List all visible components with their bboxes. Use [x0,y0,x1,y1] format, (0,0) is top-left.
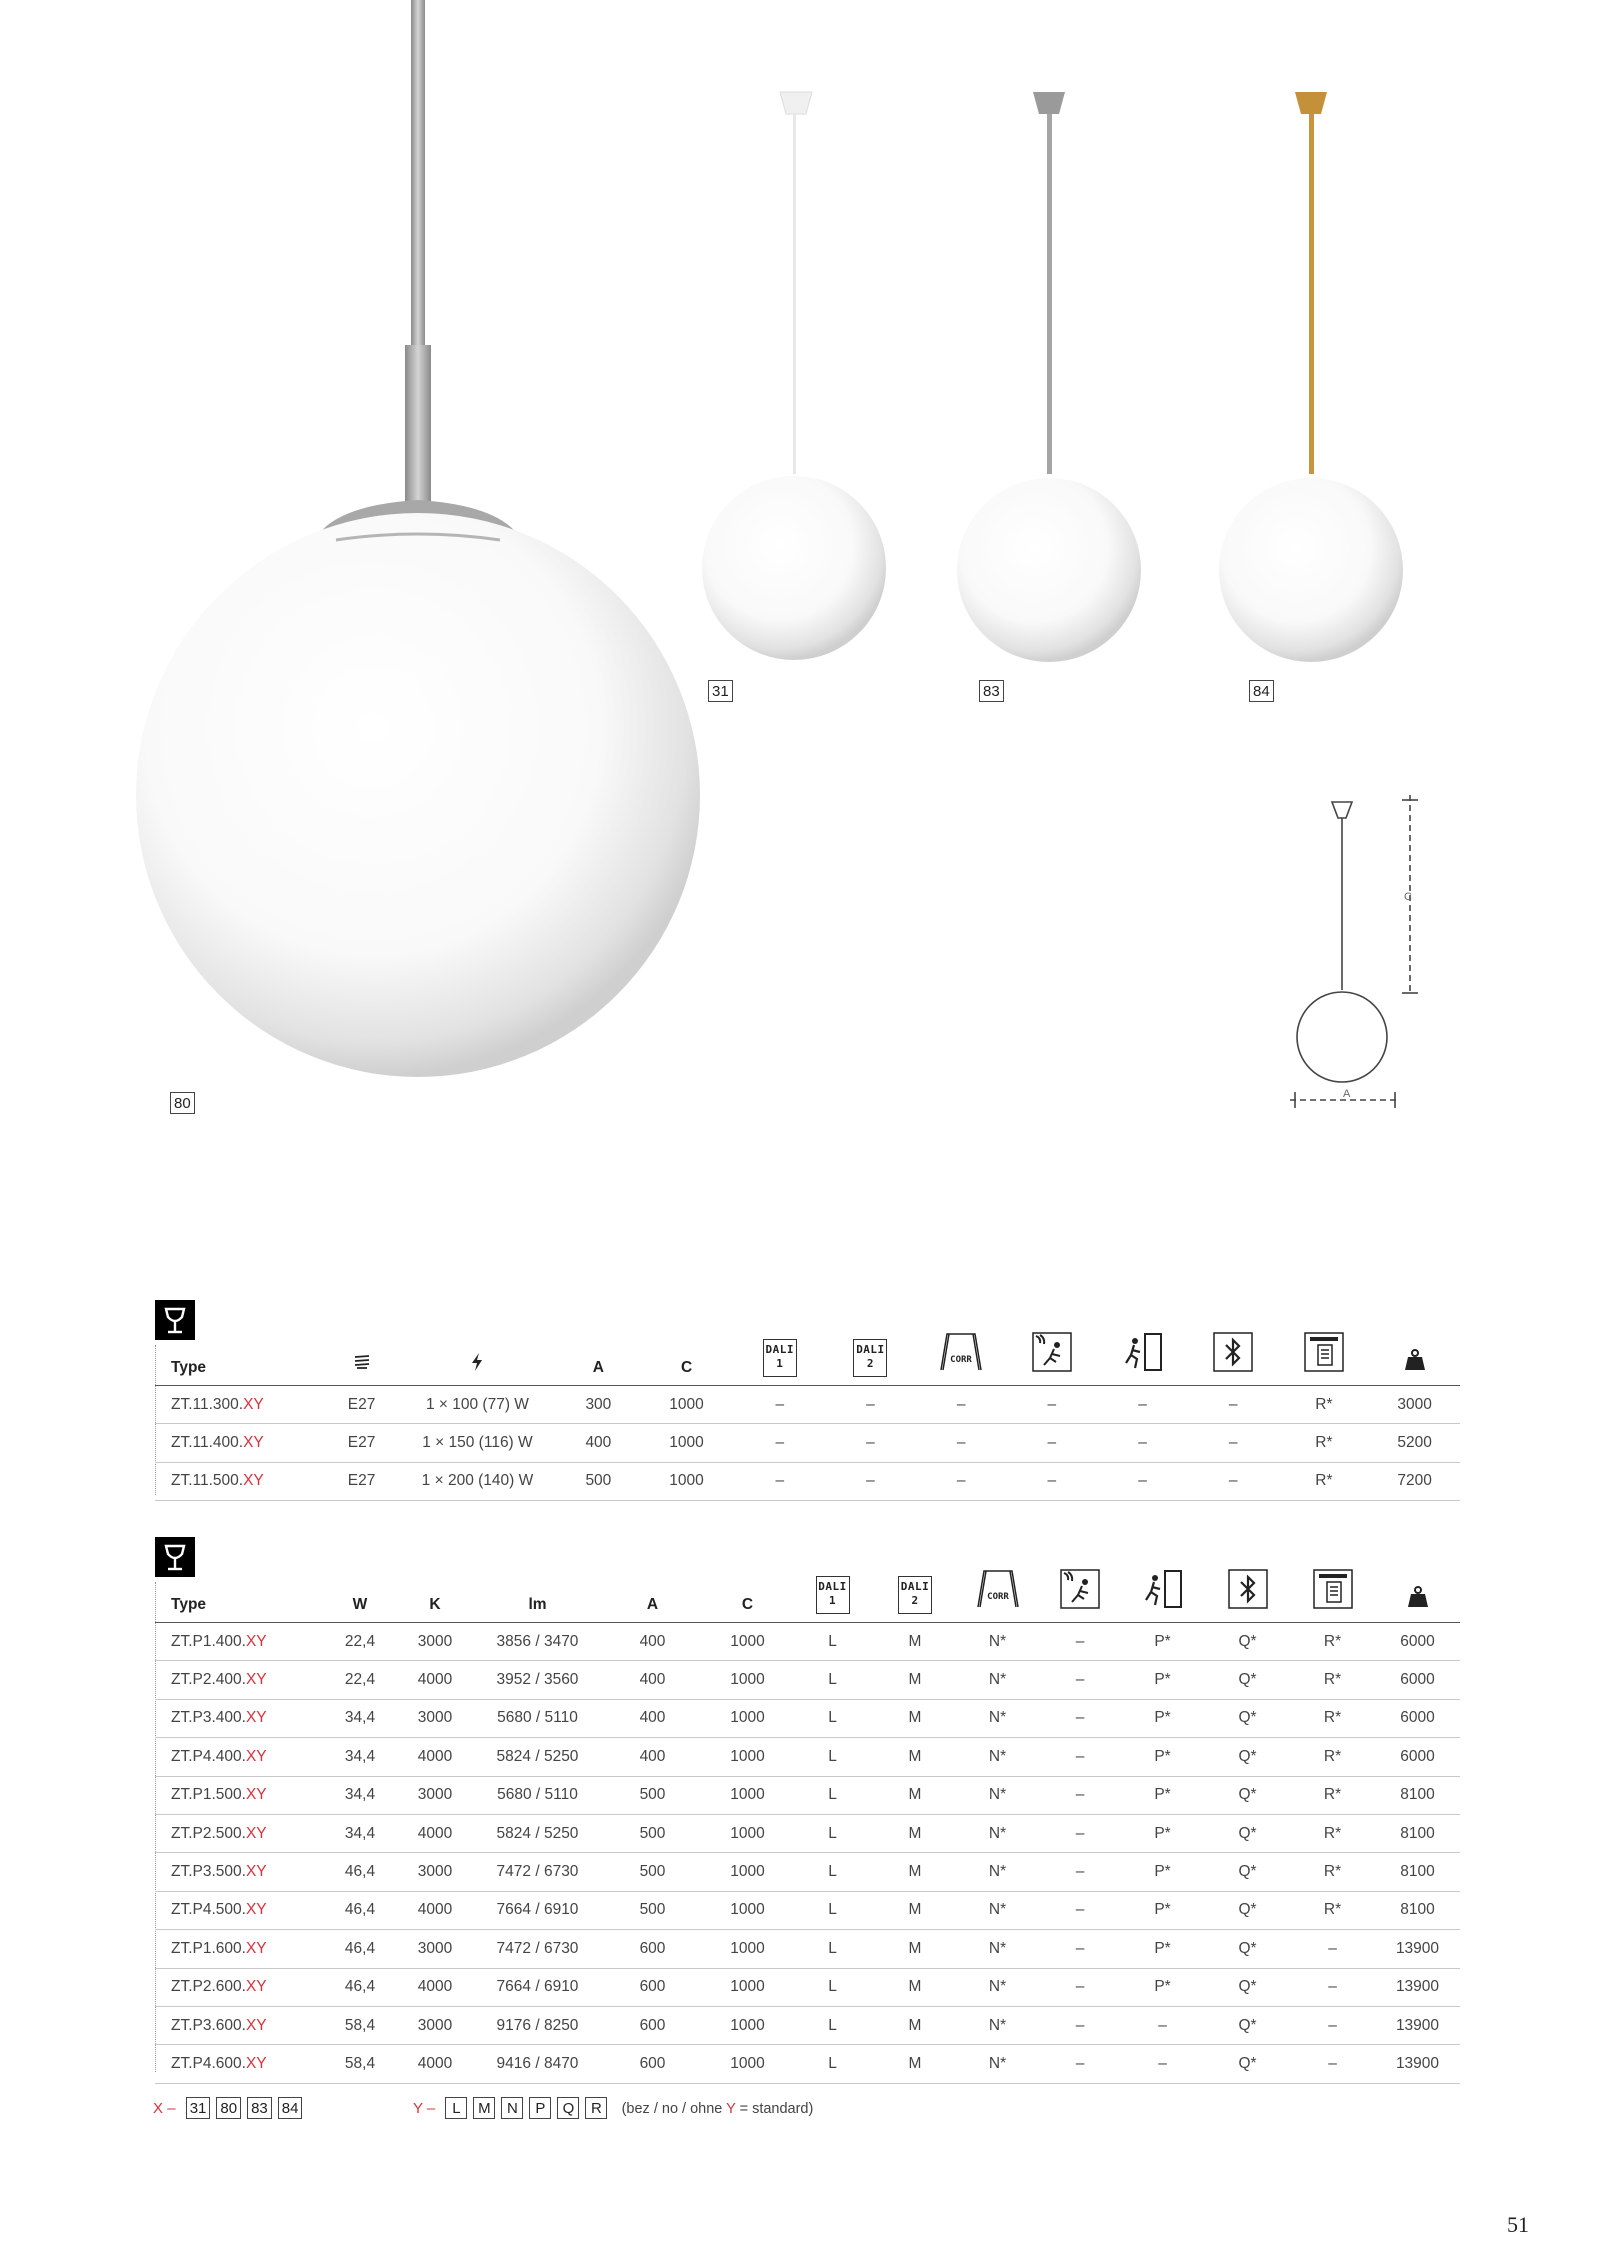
cell-emergency: P* [1120,1853,1205,1891]
large-globe-lamp [136,0,700,1077]
cell-emergency: P* [1120,1776,1205,1814]
spec-table-2 [155,1562,1460,2084]
cell-c: 1000 [639,1424,735,1462]
cell-k: 4000 [395,1661,475,1699]
cell-sensor: – [1040,1814,1120,1852]
cell-socket: E27 [326,1424,397,1462]
cell-c: 1000 [705,1623,790,1661]
cell-dali1: L [790,2006,875,2044]
cell-weight: 5200 [1369,1424,1460,1462]
cell-power: 1 × 100 (77) W [397,1386,558,1424]
cell-remote: R* [1279,1462,1370,1500]
legend-note: (bez / no / ohne Y = standard) [621,2101,814,2117]
emergency-exit-icon [1120,1562,1205,1623]
svg-text:CORR: CORR [986,1592,1009,1602]
cell-dali1: L [790,1968,875,2006]
legend-x-sep: – [167,2100,176,2117]
cell-corr: N* [955,1738,1040,1776]
spec-table-1 [155,1325,1460,1501]
cell-a: 400 [600,1738,705,1776]
cell-weight: 6000 [1375,1661,1460,1699]
cell-sensor: – [1040,2045,1120,2083]
cell-weight: 3000 [1369,1386,1460,1424]
cell-remote: – [1290,2045,1375,2083]
cell-k: 4000 [395,2045,475,2083]
cell-dali1: L [790,1699,875,1737]
cell-a: 600 [600,1968,705,2006]
page-number: 51 [1507,2212,1529,2237]
cell-dali2: M [875,1891,955,1929]
cell-remote: R* [1290,1699,1375,1737]
cell-corr: – [916,1462,1007,1500]
cell-lm: 3856 / 3470 [475,1623,600,1661]
legend-x [153,2097,302,2119]
cell-emergency: P* [1120,1623,1205,1661]
cell-remote: R* [1279,1386,1370,1424]
cell-bluetooth: Q* [1205,1776,1290,1814]
cell-bluetooth: – [1188,1386,1279,1424]
cell-bluetooth: Q* [1205,2006,1290,2044]
cell-bluetooth: Q* [1205,1699,1290,1737]
legend-y [413,2097,813,2119]
cell-type: ZT.P2.500.XY [155,1814,325,1852]
cell-emergency: – [1120,2045,1205,2083]
cell-bluetooth: Q* [1205,1661,1290,1699]
cell-weight: 6000 [1375,1738,1460,1776]
cell-lm: 9416 / 8470 [475,2045,600,2083]
table-row [155,2006,1460,2044]
cell-sensor: – [1040,1930,1120,1968]
cell-lm: 5680 / 5110 [475,1699,600,1737]
cell-w: 22,4 [325,1623,395,1661]
cell-c: 1000 [705,1891,790,1929]
cell-bluetooth: – [1188,1462,1279,1500]
lamp-variant-31 [702,92,886,660]
table-row [155,1891,1460,1929]
cell-socket: E27 [326,1462,397,1500]
col-type: Type [155,1325,326,1386]
cell-a: 500 [600,1891,705,1929]
cell-w: 46,4 [325,1891,395,1929]
variant-label-83: 83 [979,680,1004,702]
cell-emergency: – [1097,1462,1188,1500]
table-row [155,1661,1460,1699]
cell-corr: – [916,1386,1007,1424]
cell-dali2: M [875,1738,955,1776]
col-k: K [395,1562,475,1623]
cell-sensor: – [1040,1968,1120,2006]
cell-a: 300 [558,1386,639,1424]
cell-emergency: – [1120,2006,1205,2044]
table-row [155,1424,1460,1462]
svg-text:CORR: CORR [950,1355,972,1365]
cell-weight: 13900 [1375,2006,1460,2044]
cell-type: ZT.P2.600.XY [155,1968,325,2006]
remote-control-icon [1279,1325,1370,1386]
cell-emergency: P* [1120,1968,1205,2006]
cell-lm: 5680 / 5110 [475,1776,600,1814]
cell-k: 3000 [395,1623,475,1661]
cell-sensor: – [1006,1462,1097,1500]
cell-type: ZT.P1.600.XY [155,1930,325,1968]
cell-a: 400 [600,1661,705,1699]
cell-w: 34,4 [325,1814,395,1852]
cell-dali1: L [790,2045,875,2083]
cell-corr: N* [955,1661,1040,1699]
cell-bluetooth: Q* [1205,1891,1290,1929]
cell-weight: 7200 [1369,1462,1460,1500]
legend-y-code-box: N [501,2097,523,2119]
table-row [155,1738,1460,1776]
cell-remote: R* [1290,1853,1375,1891]
legend-x-label: X [153,2100,164,2117]
cell-corr: N* [955,1623,1040,1661]
legend-y-label: Y [413,2100,423,2117]
lamp-variant-84 [1219,92,1403,662]
cell-dali2: M [875,1968,955,2006]
dimension-drawing [1290,795,1418,1108]
cell-dali2: M [875,1853,955,1891]
col-lm: lm [475,1562,600,1623]
cell-remote: R* [1279,1424,1370,1462]
legend-y-code-box: P [529,2097,551,2119]
cell-corr: N* [955,1776,1040,1814]
emergency-exit-icon [1097,1325,1188,1386]
cell-w: 34,4 [325,1738,395,1776]
cell-sensor: – [1040,1699,1120,1737]
cell-sensor: – [1040,2006,1120,2044]
cell-c: 1000 [705,1853,790,1891]
legend-y-code-box: R [585,2097,607,2119]
cell-dali2: M [875,1776,955,1814]
cell-k: 3000 [395,2006,475,2044]
cell-w: 34,4 [325,1699,395,1737]
cell-bluetooth: Q* [1205,1968,1290,2006]
cell-type: ZT.P3.500.XY [155,1853,325,1891]
bluetooth-icon [1188,1325,1279,1386]
cell-a: 400 [600,1623,705,1661]
col-dali2: DALI 2 [825,1325,916,1386]
cell-lm: 7472 / 6730 [475,1853,600,1891]
cell-c: 1000 [705,2006,790,2044]
cell-a: 500 [600,1776,705,1814]
weight-icon [1369,1325,1460,1386]
cell-bluetooth: – [1188,1424,1279,1462]
dim-label-a: A [1343,1088,1351,1100]
cell-remote: R* [1290,1891,1375,1929]
cell-corr: – [916,1424,1007,1462]
cell-type: ZT.11.300.XY [155,1386,326,1424]
cell-w: 46,4 [325,1853,395,1891]
cell-w: 46,4 [325,1968,395,2006]
cell-remote: R* [1290,1776,1375,1814]
cell-dali2: – [825,1386,916,1424]
cell-lm: 3952 / 3560 [475,1661,600,1699]
col-c: C [705,1562,790,1623]
cell-weight: 13900 [1375,1930,1460,1968]
cell-corr: N* [955,1814,1040,1852]
col-a: A [558,1325,639,1386]
cell-a: 600 [600,2006,705,2044]
cell-c: 1000 [639,1462,735,1500]
col-dali1: DALI 1 [734,1325,825,1386]
cell-remote: R* [1290,1623,1375,1661]
cell-emergency: P* [1120,1699,1205,1737]
cell-type: ZT.P3.400.XY [155,1699,325,1737]
cell-power: 1 × 150 (116) W [397,1424,558,1462]
cell-sensor: – [1040,1853,1120,1891]
cell-c: 1000 [639,1386,735,1424]
cell-dali2: – [825,1424,916,1462]
cell-sensor: – [1040,1623,1120,1661]
cell-lm: 9176 / 8250 [475,2006,600,2044]
cell-c: 1000 [705,1930,790,1968]
motion-sensor-icon [1040,1562,1120,1623]
cell-w: 34,4 [325,1776,395,1814]
cell-weight: 13900 [1375,1968,1460,2006]
cell-w: 58,4 [325,2006,395,2044]
cell-a: 400 [558,1424,639,1462]
cell-w: 46,4 [325,1930,395,1968]
cell-dali2: M [875,1930,955,1968]
cell-remote: – [1290,1968,1375,2006]
cell-corr: N* [955,1699,1040,1737]
variant-label-80: 80 [170,1092,195,1114]
cell-dali1: L [790,1623,875,1661]
cell-k: 4000 [395,1968,475,2006]
cell-weight: 8100 [1375,1776,1460,1814]
cell-a: 600 [600,2045,705,2083]
legend-y-sep: – [426,2100,436,2117]
cell-k: 4000 [395,1814,475,1852]
lamp-variant-83 [957,92,1141,662]
cell-emergency: P* [1120,1891,1205,1929]
weight-icon [1375,1562,1460,1623]
corridor-icon [916,1325,1007,1386]
variant-label-31: 31 [708,680,733,702]
cell-remote: R* [1290,1738,1375,1776]
col-dali2: DALI 2 [875,1562,955,1623]
socket-icon [326,1325,397,1386]
cell-type: ZT.11.500.XY [155,1462,326,1500]
cell-type: ZT.P4.400.XY [155,1738,325,1776]
cell-dali1: L [790,1930,875,1968]
cell-bluetooth: Q* [1205,2045,1290,2083]
cell-remote: – [1290,1930,1375,1968]
cell-type: ZT.P2.400.XY [155,1661,325,1699]
cell-bluetooth: Q* [1205,1853,1290,1891]
cell-dali1: L [790,1661,875,1699]
cell-k: 3000 [395,1930,475,1968]
cell-bluetooth: Q* [1205,1623,1290,1661]
cell-c: 1000 [705,1968,790,2006]
cell-corr: N* [955,1891,1040,1929]
cell-power: 1 × 200 (140) W [397,1462,558,1500]
cell-bluetooth: Q* [1205,1930,1290,1968]
table-row [155,1386,1460,1424]
col-a: A [600,1562,705,1623]
cell-dali1: L [790,1776,875,1814]
cell-dali2: – [825,1462,916,1500]
cell-c: 1000 [705,1661,790,1699]
cell-type: ZT.P4.500.XY [155,1891,325,1929]
cell-a: 400 [600,1699,705,1737]
cell-k: 3000 [395,1699,475,1737]
cell-dali2: M [875,2006,955,2044]
cell-corr: N* [955,1853,1040,1891]
cell-c: 1000 [705,1699,790,1737]
cell-type: ZT.P1.500.XY [155,1776,325,1814]
cell-dali1: L [790,1853,875,1891]
cell-dali2: M [875,2045,955,2083]
col-dali1: DALI 1 [790,1562,875,1623]
table-row [155,1968,1460,2006]
col-type: Type [155,1562,325,1623]
power-icon [397,1325,558,1386]
variant-label-84: 84 [1249,680,1274,702]
cell-sensor: – [1040,1661,1120,1699]
cell-c: 1000 [705,1814,790,1852]
cell-dali2: M [875,1699,955,1737]
cell-c: 1000 [705,1776,790,1814]
table-row [155,1853,1460,1891]
cell-corr: N* [955,2045,1040,2083]
cell-emergency: P* [1120,1738,1205,1776]
table-row [155,1776,1460,1814]
cell-a: 500 [600,1814,705,1852]
table-row [155,1814,1460,1852]
cell-lm: 7664 / 6910 [475,1891,600,1929]
remote-control-icon [1290,1562,1375,1623]
legend-x-code-box: 84 [278,2097,303,2119]
legend-x-code-box: 31 [186,2097,211,2119]
cell-type: ZT.11.400.XY [155,1424,326,1462]
col-c: C [639,1325,735,1386]
cell-dali2: M [875,1623,955,1661]
cell-bluetooth: Q* [1205,1738,1290,1776]
cell-dali1: – [734,1386,825,1424]
cell-remote: R* [1290,1814,1375,1852]
cell-dali1: L [790,1891,875,1929]
cell-emergency: P* [1120,1814,1205,1852]
cell-lm: 5824 / 5250 [475,1814,600,1852]
cell-k: 4000 [395,1738,475,1776]
cell-dali2: M [875,1661,955,1699]
cell-emergency: – [1097,1386,1188,1424]
cell-sensor: – [1006,1424,1097,1462]
cell-a: 600 [600,1930,705,1968]
table-row [155,1699,1460,1737]
cell-lm: 5824 / 5250 [475,1738,600,1776]
legend-y-code-box: M [473,2097,495,2119]
dim-label-c: C [1404,891,1412,903]
cell-emergency: – [1097,1424,1188,1462]
cell-sensor: – [1006,1386,1097,1424]
cell-weight: 6000 [1375,1699,1460,1737]
cell-weight: 13900 [1375,2045,1460,2083]
bluetooth-icon [1205,1562,1290,1623]
cell-sensor: – [1040,1891,1120,1929]
cell-dali1: – [734,1424,825,1462]
cell-remote: R* [1290,1661,1375,1699]
table-row [155,1462,1460,1500]
table-row [155,2045,1460,2083]
cell-bluetooth: Q* [1205,1814,1290,1852]
cell-weight: 8100 [1375,1891,1460,1929]
legend-y-code-box: L [445,2097,467,2119]
cell-weight: 6000 [1375,1623,1460,1661]
cell-c: 1000 [705,1738,790,1776]
legend-x-code-box: 80 [216,2097,241,2119]
cell-emergency: P* [1120,1930,1205,1968]
corridor-icon [955,1562,1040,1623]
cell-sensor: – [1040,1776,1120,1814]
cell-w: 22,4 [325,1661,395,1699]
cell-dali1: – [734,1462,825,1500]
cell-c: 1000 [705,2045,790,2083]
legend-x-code-box: 83 [247,2097,272,2119]
cell-sensor: – [1040,1738,1120,1776]
cell-type: ZT.P3.600.XY [155,2006,325,2044]
col-w: W [325,1562,395,1623]
cell-corr: N* [955,1930,1040,1968]
cell-a: 500 [600,1853,705,1891]
cell-k: 3000 [395,1853,475,1891]
table-row [155,1930,1460,1968]
cell-corr: N* [955,2006,1040,2044]
cell-dali1: L [790,1738,875,1776]
legend-y-code-box: Q [557,2097,579,2119]
cell-lm: 7664 / 6910 [475,1968,600,2006]
cell-weight: 8100 [1375,1853,1460,1891]
cell-emergency: P* [1120,1661,1205,1699]
cell-w: 58,4 [325,2045,395,2083]
cell-weight: 8100 [1375,1814,1460,1852]
cell-a: 500 [558,1462,639,1500]
cell-k: 4000 [395,1891,475,1929]
cell-lm: 7472 / 6730 [475,1930,600,1968]
cell-dali1: L [790,1814,875,1852]
cell-corr: N* [955,1968,1040,2006]
motion-sensor-icon [1006,1325,1097,1386]
table-row [155,1623,1460,1661]
cell-k: 3000 [395,1776,475,1814]
cell-dali2: M [875,1814,955,1852]
cell-type: ZT.P4.600.XY [155,2045,325,2083]
cell-remote: – [1290,2006,1375,2044]
cell-socket: E27 [326,1386,397,1424]
cell-type: ZT.P1.400.XY [155,1623,325,1661]
